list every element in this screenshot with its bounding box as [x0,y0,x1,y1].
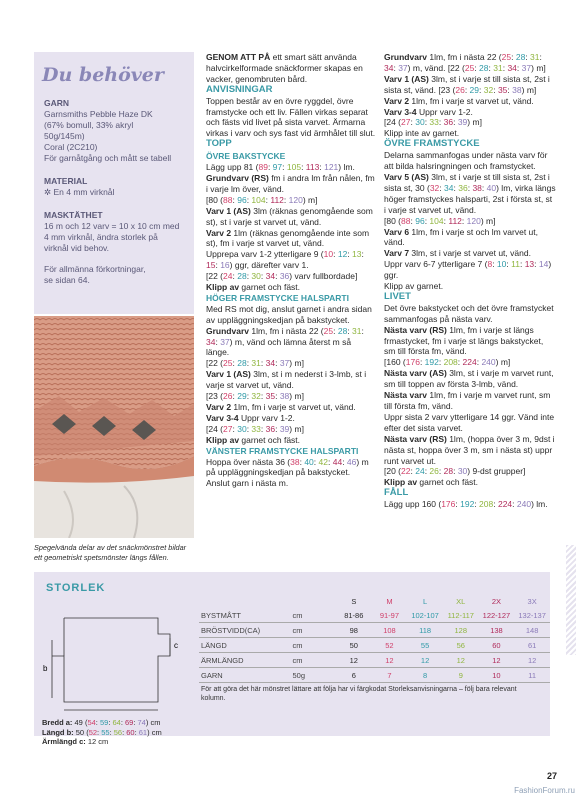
garn-line: Garnsmiths Pebble Haze DK [44,109,153,119]
topp-heading: TOPP [206,138,232,150]
label-c: c [174,641,178,650]
livet-heading: LIVET [384,290,411,302]
pattern-column-1 [206,52,376,489]
instruction: Hoppa över nästa 36 (38: 40: 42: 44: 46) m på uppläggningskedjan på bakstycket. Anslut garn i nästa m. [206,456,369,489]
size-panel [34,572,550,746]
abbrev-note: se sidan 64. [44,275,90,285]
anvisningar-heading: ANVISNINGAR [206,83,273,95]
decorative-stripe [566,545,576,655]
instruction: Lägg upp 160 (176: 192: 208: 224: 240) lm. [384,499,548,510]
materials-sidebar [34,52,194,314]
instruction: Det övre bakstycket och det övre framstycket sammanfogas på nästa varv. Nästa varv (RS) 1lm, fm i varje st längs frmastycket, fm i varje st längs bakstycket, sm till första fm, vänd. [160 (176: 192: 208: 224: 240) m] Nästa varv (AS) 3lm, st i varje m varvet runt, sm till toppen av första 3-lmb, vänd. Nästa varv 1lm, fm i varje m varvet runt, sm till första fm, vänd. Uppr sista 2 varv ytterligare 14 ggr. Vänd inte efter det sista varvet. Nästa varv (RS) 1lm, (hoppa över 3 m, 9dst i nästa st, hoppa över 3 m, sm i nästa st) uppr runt varvet ut. [20 (22: 24: 26: 28: 30) 9-dst grupper] Klipp av garnet och fäst. [384,302,555,488]
size-header: XL [456,596,466,606]
garn-line: För garnåtgång och mått se tabell [44,153,172,163]
garment-diagram [40,598,190,714]
material-heading: MATERIAL [44,176,88,186]
masktathet-line: virknål vid behov. [44,243,110,253]
size-header: S [351,596,357,606]
instruction: Lägg upp 81 (89: 97: 105: 113: 121) lm. Grundvarv (RS) fm i andra lm från nålen, fm i varje lm över, vänd. [80 (88: 96: 104: 112: 120) m] Varv 1 (AS) 3lm (räknas genomgående som st), st i varje st varvet ut, vänd. Varv 2 1lm (räknas genomgående inte som st), fm i varje st varvet ut, vänd. Upprepa varv 1-2 ytterligare 9 (10: 12: 13: 15: 16) ggr, därefter varv 1. [22 (24: 28: 30: 34: 36) varv fullbordade] Klipp av garnet och fäst. [206,162,375,293]
size-header: M [386,596,393,606]
fall-heading: FÅLL [384,487,409,499]
page-number: 27 [547,771,558,781]
instruction: Med RS mot dig, anslut garnet i andra sidan av uppläggningskedjan på bakstycket. Grundvarv 1lm, fm i nästa 22 (25: 28: 31: 34: 37) m, vänd och lämna återst m så länge. [22 (25: 28: 31: 34: 37) m] Varv 1 (AS) 3lm, st i m nederst i 3-lmb, st i varje st varvet ut, vänd. [23 (26: 29: 32: 35: 38) m] Varv 2 1lm, fm i varje st varvet ut, vänd. Varv 3-4 Uppr varv 1-2. [24 (27: 30: 33: 36: 39) m] Klipp av garnet och fäst. [206,303,372,445]
table-row: BYSTMÅTT cm 81-86 91-97 102-107 112-117 122-127 132-137 [199,608,550,623]
garn-line: Coral (2C210) [44,142,98,152]
garn-heading: GARN [44,98,70,108]
material-line: ✲ En 4 mm virknål [44,187,115,197]
photo-caption: Spegelvända delar av det snäckmönstret bildar ett geometriskt spetsmönster längs fållen. [34,543,187,562]
dimensions-legend: Bredd a: 49 (54: 59: 64: 69: 74) cm Längd b: 50 (52: 55: 56: 60: 61) cm Ärmlängd c: 12 cm [42,718,162,746]
size-note: För att göra det här mönstret lättare att följa har vi färgkodat Storleksanvisningarna – följ bara relevant kolumn. [201,686,517,702]
garment-outline [52,618,170,702]
masktathet-line: 16 m och 12 varv = 10 x 10 cm med [44,221,180,231]
masktathet-line: 4 mm virknål, ändra storlek på [44,232,158,242]
masktathet-heading: MASKTÄTHET [44,210,103,220]
pattern-column-2 [384,52,556,510]
size-header: 3X [527,596,537,606]
table-row: LÄNGD cm 50 52 55 56 60 61 [199,638,550,653]
intro-paragraph: GENOM ATT PÅ ett smart sätt använda halvcirkelformade snäckformer skapas en vacker, genombruten bård. [206,52,363,84]
table-row: ÄRMLÄNGD cm 12 12 12 12 12 12 [199,653,550,668]
size-table-header [199,594,550,608]
vanster-heading: VÄNSTER FRAMSTYCKE HALSPARTI [206,445,359,456]
size-table [199,594,550,683]
label-b: b [43,664,48,673]
size-title: STORLEK [46,582,106,594]
garn-line: (67% bomull, 33% akryl [44,120,134,130]
abbrev-note: För allmänna förkortningar, [44,264,146,274]
size-header: L [423,596,428,606]
table-row: GARN 50g 6 7 8 9 10 11 [199,668,550,683]
ovre-bakstycke-heading: ÖVRE BAKSTYCKE [206,151,286,162]
anvisningar-text: Toppen består av en övre ryggdel, övre framstycke och ett liv. Fällen virkas separat och fästs vid livet på sista varvet. Ärmarna virkas i varv och sys fast vid ärmhålet till slut. [206,95,376,139]
sidebar-title: Du behöver [42,64,164,86]
hoger-heading: HÖGER FRAMSTYCKE HALSPARTI [206,292,349,303]
garment-photo [34,316,194,538]
garn-line: 50g/145m) [44,131,85,141]
instruction: Grundvarv 1lm, fm i nästa 22 (25: 28: 31: 34: 37) m, vänd. [22 (25: 28: 31: 34: 37) m] Varv 1 (AS) 3lm, st i varje st till sista st, 2st i sista st, vänd. [23 (26: 29: 32: 35: 38) m] Varv 2 1lm, fm i varje st varvet ut, vänd. Varv 3-4 Uppr varv 1-2. [24 (27: 30: 33: 36: 39) m] Klipp inte av garnet. [384,52,550,139]
ovre-framstycke-heading: ÖVRE FRAMSTYCKE [384,138,480,150]
table-row: BRÖSTVIDD(CA) cm 98 108 118 128 138 148 [199,623,550,638]
size-header: 2X [491,596,502,606]
instruction: Delarna sammanfogas under nästa varv för att bilda halsringningen och framstycket. Varv 5 (AS) 3lm, st i varje st till sista st, 2st i sista st, 30 (32: 34: 36: 38: 40) lm, virka längs höger framstyckes halsparti, 2st i första st, st i varje st varvet ut, vänd. [80 (88: 96: 104: 112: 120) m] Varv 6 1lm, fm i varje st och lm varvet ut, vänd. Varv 7 3lm, st i varje st varvet ut, vänd. Uppr varv 6-7 ytterligare 7 (8: 10: 11: 13: 14) ggr. Klipp av garnet. [384,150,556,292]
watermark: FashionForum.ru [514,786,575,795]
